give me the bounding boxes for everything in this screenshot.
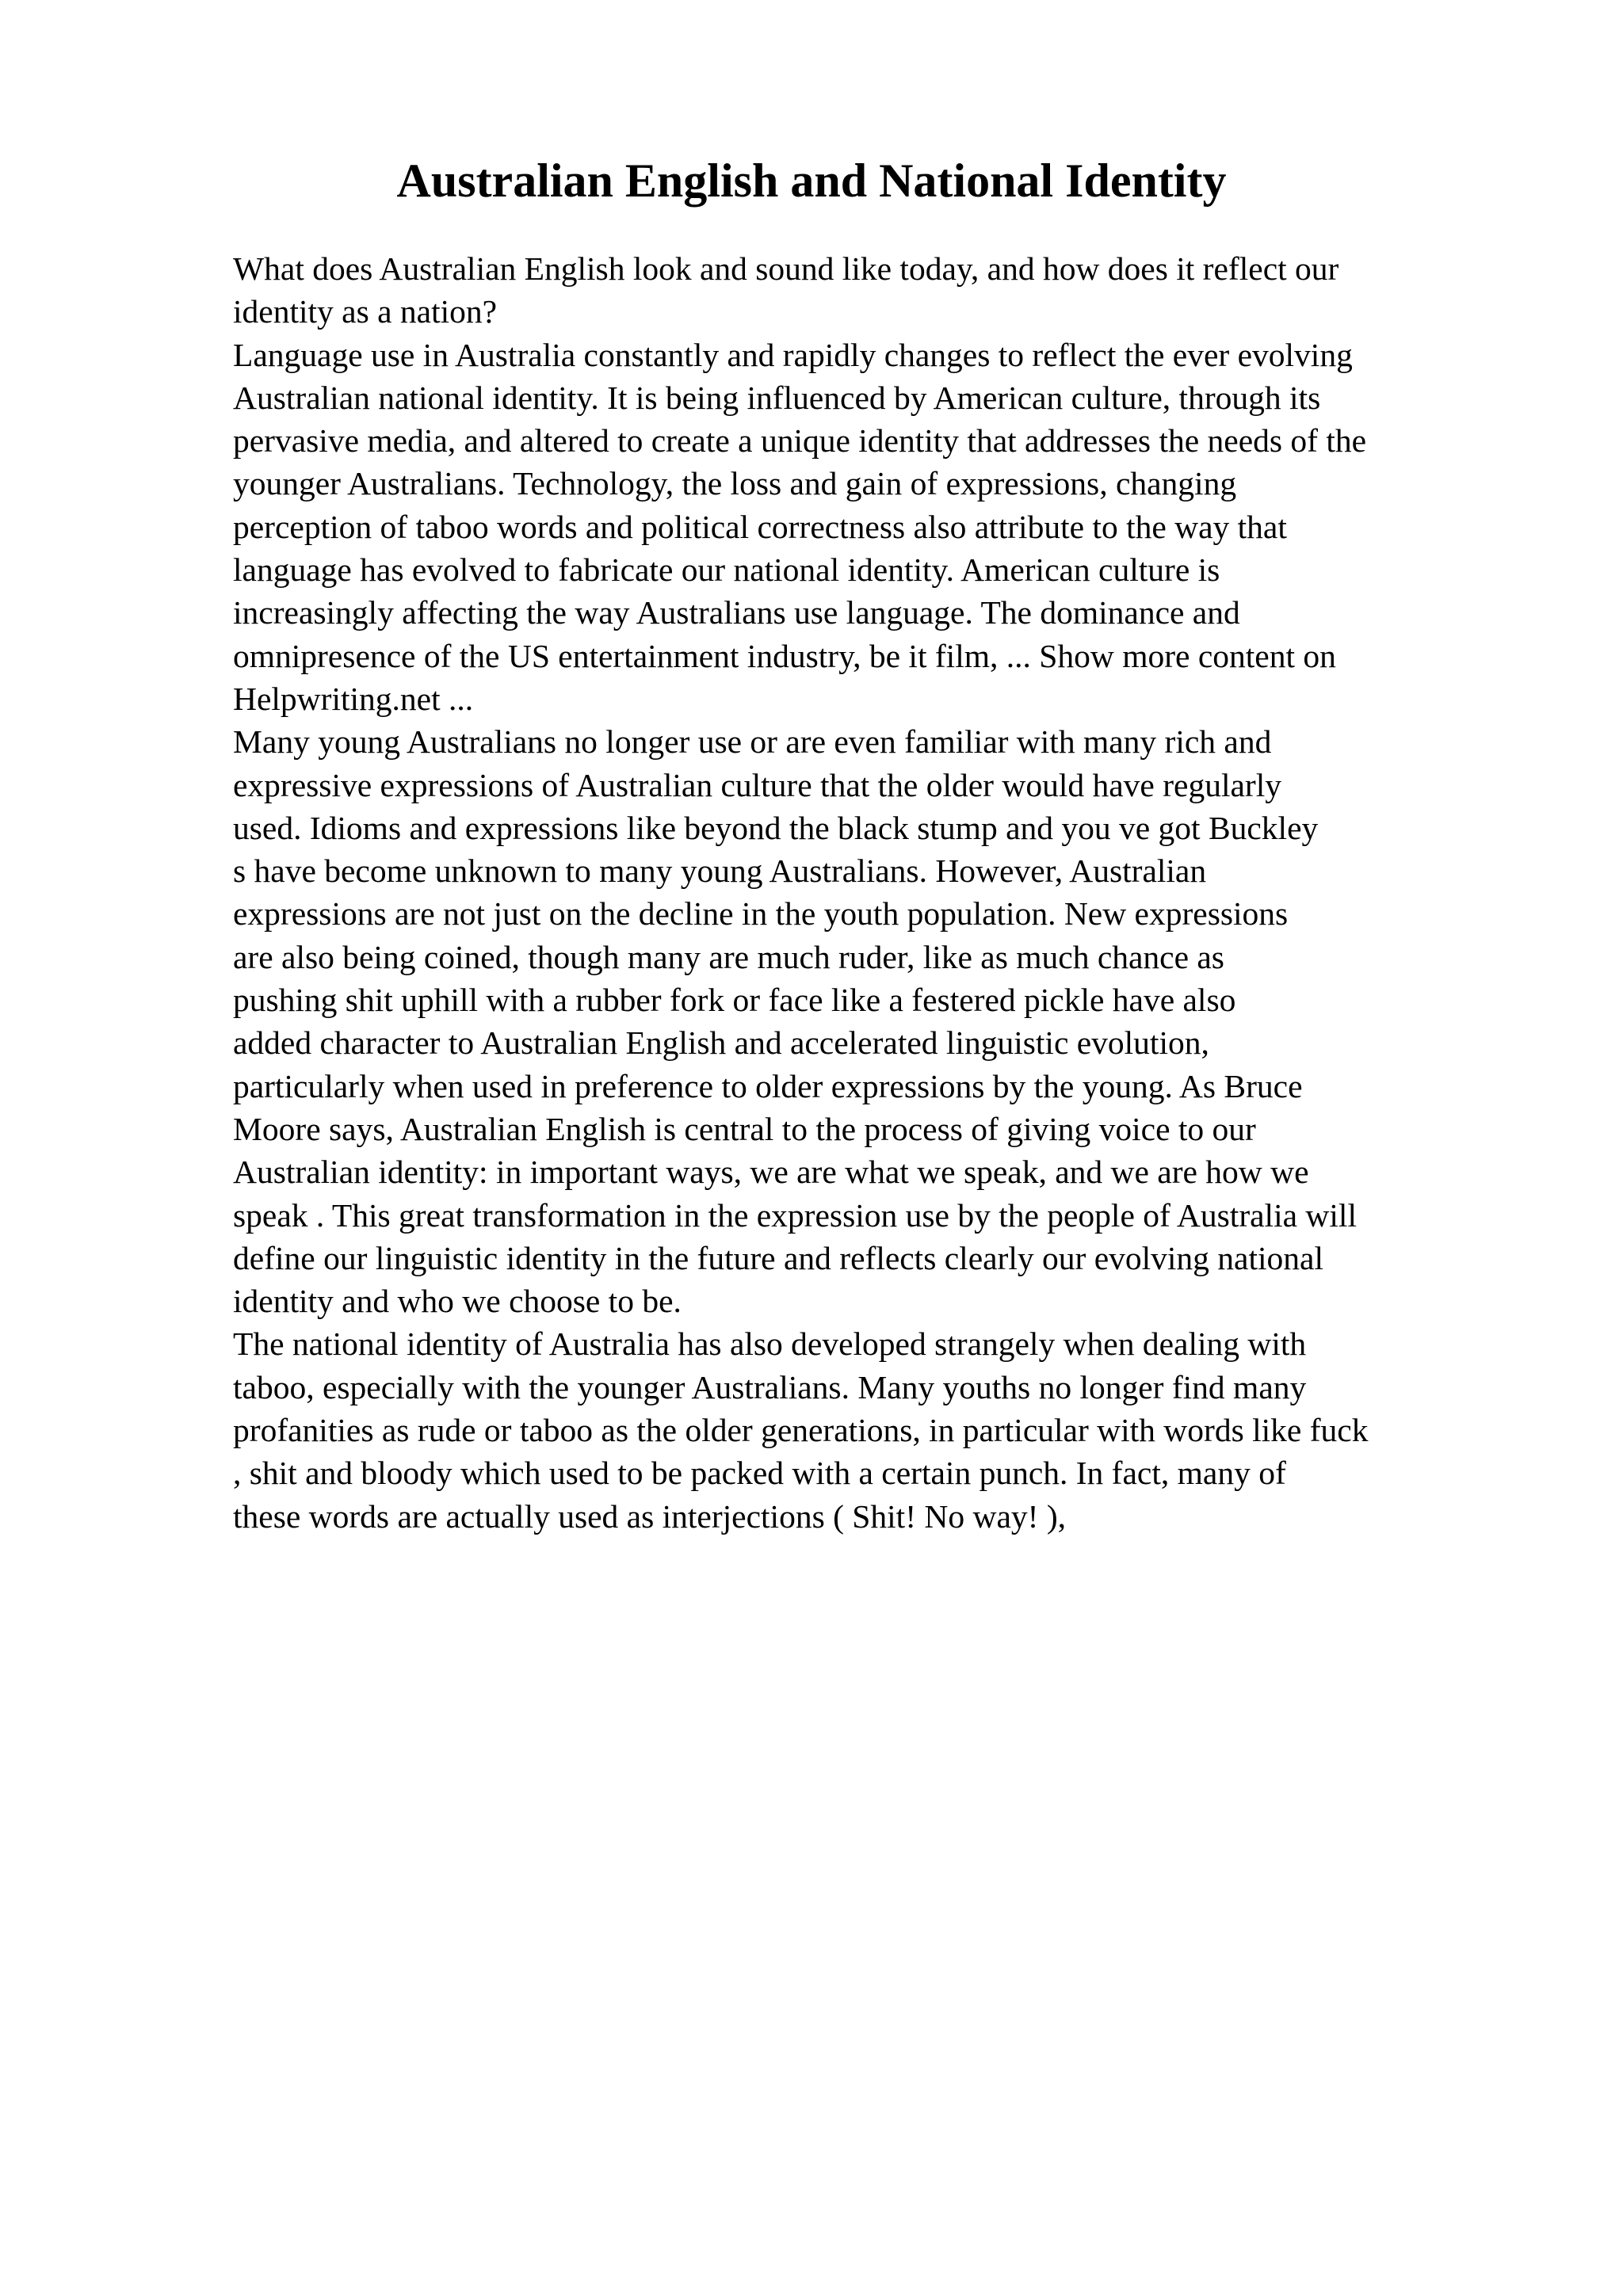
- text-line: Many young Australians no longer use or are even familiar with many rich and: [233, 723, 1272, 761]
- text-line: , shit and bloody which used to be packed with a certain punch. In fact, many of: [233, 1455, 1286, 1492]
- text-line: s have become unknown to many young Australians. However, Australian: [233, 852, 1207, 890]
- text-line: Moore says, Australian English is central to the process of giving voice to our: [233, 1110, 1256, 1147]
- text-line: identity and who we choose to be.: [233, 1283, 682, 1320]
- text-line: speak . This great transformation in the expression use by the people of Australia will: [233, 1196, 1357, 1234]
- document-title: Australian English and National Identity: [396, 154, 1227, 207]
- text-line: Language use in Australia constantly and rapidly changes to reflect the ever evolving: [233, 336, 1353, 373]
- document-body: [233, 247, 1533, 1538]
- text-line: taboo, especially with the younger Australians. Many youths no longer find many: [233, 1368, 1307, 1405]
- text-line: younger Australians. Technology, the loss and gain of expressions, changing: [233, 465, 1237, 502]
- text-line: Australian identity: in important ways, we are what we speak, and we are how we: [233, 1154, 1309, 1191]
- text-line: Australian national identity. It is being influenced by American culture, through its: [233, 379, 1321, 416]
- text-line: The national identity of Australia has also developed strangely when dealing with: [233, 1325, 1307, 1363]
- text-line: particularly when used in preference to older expressions by the young. As Bruce: [233, 1067, 1303, 1104]
- text-line: Helpwriting.net ...: [233, 680, 474, 717]
- text-line: added character to Australian English and accelerated linguistic evolution,: [233, 1024, 1209, 1062]
- text-line: perception of taboo words and political correctness also attribute to the way that: [233, 508, 1287, 545]
- text-line: profanities as rude or taboo as the older generations, in particular with words like fuck: [233, 1412, 1369, 1449]
- text-line: omnipresence of the US entertainment industry, be it film, ... Show more content on: [233, 637, 1336, 674]
- text-line: these words are actually used as interjections ( Shit! No way! ),: [233, 1497, 1067, 1535]
- text-line: increasingly affecting the way Australians use language. The dominance and: [233, 594, 1240, 631]
- text-line: pushing shit uphill with a rubber fork or face like a festered pickle have also: [233, 982, 1236, 1019]
- text-line: pervasive media, and altered to create a unique identity that addresses the needs of the: [233, 422, 1367, 460]
- text-line: identity as a nation?: [233, 293, 498, 330]
- text-line: used. Idioms and expressions like beyond the black stump and you ve got Buckley: [233, 809, 1319, 846]
- text-line: expressions are not just on the decline in the youth population. New expressions: [233, 895, 1289, 933]
- text-line: language has evolved to fabricate our national identity. American culture is: [233, 551, 1220, 589]
- text-line: What does Australian English look and sound like today, and how does it reflect our: [233, 250, 1339, 287]
- text-line: expressive expressions of Australian culture that the older would have regularly: [233, 766, 1281, 803]
- text-line: are also being coined, though many are much ruder, like as much chance as: [233, 938, 1224, 975]
- text-line: define our linguistic identity in the future and reflects clearly our evolving national: [233, 1239, 1323, 1276]
